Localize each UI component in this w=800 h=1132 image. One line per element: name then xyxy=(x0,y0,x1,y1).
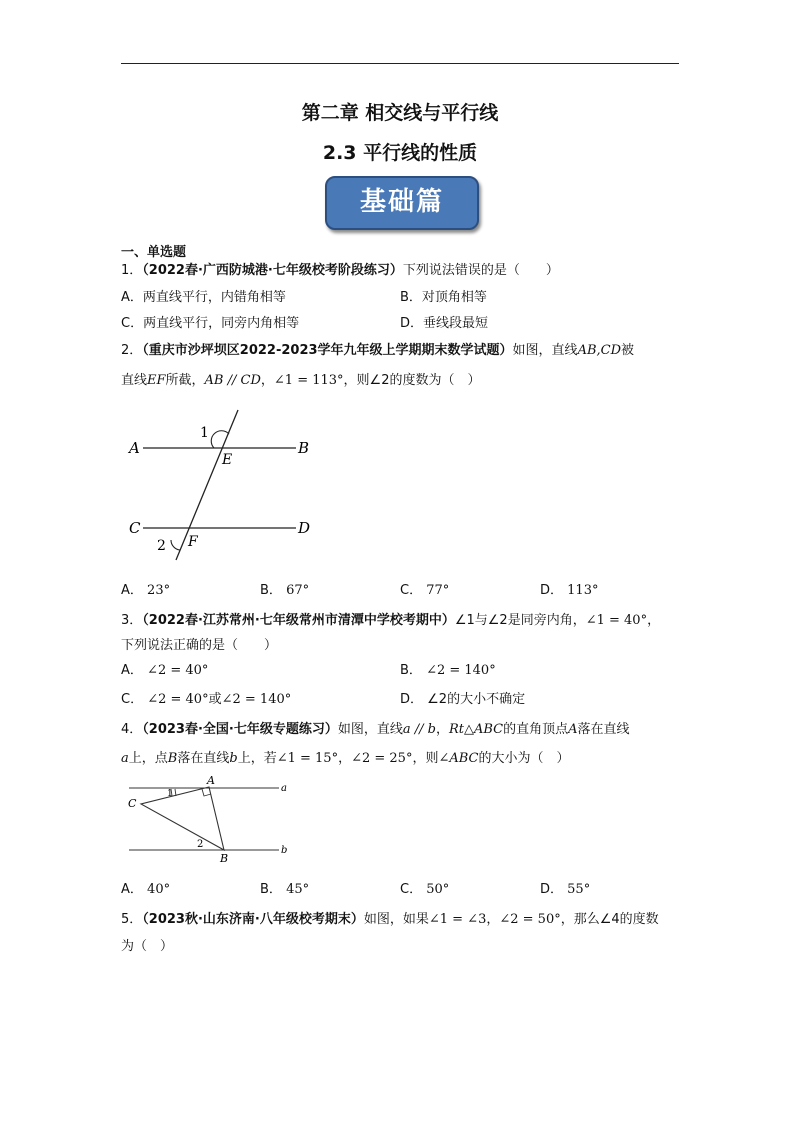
q1-option-c[interactable]: C．两直线平行，同旁内角相等 xyxy=(121,316,300,331)
angle-2-arc xyxy=(171,540,180,550)
question-text: ，那么∠4的度数 xyxy=(560,912,659,927)
question-text: ， xyxy=(260,373,274,388)
question-source: （2022春·广西防城港·七年级校考阶段练习） xyxy=(142,263,403,278)
option-letter: B． xyxy=(260,583,282,598)
question-5-stem xyxy=(121,908,681,927)
label-angle-1: 1 xyxy=(167,789,173,799)
section-heading: 一、单选题 xyxy=(121,245,187,260)
question-text: ，则∠2的度数为（ ） xyxy=(343,373,481,388)
option-value: 55° xyxy=(567,882,591,897)
option-value: 或 xyxy=(208,692,222,707)
question-number: 3． xyxy=(121,613,143,628)
label-c: C xyxy=(129,519,141,537)
math-expr: Rt△ABC xyxy=(448,722,504,737)
option-value: 67° xyxy=(286,583,310,598)
question-text: ， xyxy=(647,613,661,628)
option-value: 77° xyxy=(426,583,450,598)
figure-parallel-lines-transversal xyxy=(121,400,331,565)
math-expr: a xyxy=(121,751,129,766)
question-text: 被 xyxy=(621,343,635,358)
question-4-stem xyxy=(121,718,681,737)
option-letter: D． xyxy=(540,583,564,598)
question-number: 4． xyxy=(121,722,143,737)
label-angle-2: 2 xyxy=(197,839,204,850)
label-line-a: a xyxy=(281,783,287,794)
label-b: B xyxy=(298,439,310,457)
question-1-stem xyxy=(121,259,681,278)
math-expr: ∠1 = 15° xyxy=(276,751,339,766)
q4-option-c[interactable] xyxy=(400,878,449,897)
question-source: （2022春·江苏常州·七年级常州市清潭中学校考期中） xyxy=(142,613,455,628)
math-expr: AB // CD xyxy=(204,373,261,388)
chapter-title: 第二章 相交线与平行线 xyxy=(301,102,499,124)
option-value: ∠2的大小不确定 xyxy=(427,692,526,707)
question-text: 如图，如果 xyxy=(363,912,429,927)
question-5-stem-line2: 为（ ） xyxy=(121,939,174,954)
q2-option-a[interactable] xyxy=(121,579,170,598)
q2-option-c[interactable] xyxy=(400,579,449,598)
label-a: A xyxy=(129,439,140,457)
option-letter: D． xyxy=(540,882,564,897)
option-value: 50° xyxy=(426,882,450,897)
option-letter: C． xyxy=(121,692,144,707)
question-text: 上，点 xyxy=(128,751,168,766)
question-text: ， xyxy=(486,912,500,927)
math-expr: AB,CD xyxy=(577,343,622,358)
question-source: （2023春·全国·七年级专题练习） xyxy=(142,722,338,737)
triangle-abc xyxy=(141,787,224,850)
math-expr: A xyxy=(568,722,578,737)
option-value: ∠2 = 140° xyxy=(221,692,292,707)
option-value: ∠2 = 40° xyxy=(147,663,209,678)
math-expr: B xyxy=(167,751,178,766)
q3-option-c[interactable] xyxy=(121,688,291,707)
figure-right-triangle xyxy=(121,774,296,864)
math-expr: b xyxy=(229,751,238,766)
option-letter: B． xyxy=(260,882,282,897)
question-text: 下列说法错误的是（ ） xyxy=(402,263,559,278)
math-expr: ∠2 = 25° xyxy=(351,751,413,766)
question-3-stem-line2: 下列说法正确的是（ ） xyxy=(121,638,278,653)
question-text: ∠1与∠2是同旁内角， xyxy=(454,613,586,628)
option-value: ∠2 = 40° xyxy=(147,692,209,707)
q3-option-d[interactable] xyxy=(400,688,525,707)
question-text: 的直角顶点 xyxy=(503,722,569,737)
label-b-point: B xyxy=(220,852,229,864)
option-letter: C． xyxy=(400,583,423,598)
question-source: （重庆市沙坪坝区2022-2023学年九年级上学期期末数学试题） xyxy=(142,343,513,358)
q3-option-a[interactable] xyxy=(121,659,208,678)
option-letter: C． xyxy=(400,882,423,897)
question-text: 如图，直线 xyxy=(512,343,578,358)
level-badge: 基础篇 xyxy=(325,176,479,230)
option-value: 113° xyxy=(567,583,599,598)
label-f: F xyxy=(188,534,198,550)
math-expr: ∠2 = 50° xyxy=(499,912,561,927)
option-letter: D． xyxy=(400,692,424,707)
q4-option-a[interactable] xyxy=(121,878,170,897)
label-c-point: C xyxy=(128,797,137,810)
question-text: 落在直线 xyxy=(577,722,630,737)
question-text: 落在直线 xyxy=(177,751,230,766)
math-expr: ∠1 = 113° xyxy=(273,373,344,388)
question-text: 如图，直线 xyxy=(337,722,403,737)
label-e: E xyxy=(222,452,233,468)
option-letter: B． xyxy=(400,663,422,678)
question-text: 的大小为（ ） xyxy=(478,751,570,766)
question-text: ，则 xyxy=(412,751,439,766)
question-4-stem-line2 xyxy=(121,747,681,766)
question-number: 1． xyxy=(121,263,143,278)
question-number: 2． xyxy=(121,343,143,358)
math-expr: ∠1 = 40° xyxy=(585,613,648,628)
q4-option-d[interactable] xyxy=(540,878,590,897)
question-source: （2023秋·山东济南·八年级校考期末） xyxy=(142,912,364,927)
q2-option-d[interactable] xyxy=(540,579,598,598)
question-text: 上，若 xyxy=(237,751,277,766)
option-value: 23° xyxy=(147,583,171,598)
question-text: 所截， xyxy=(165,373,205,388)
q2-option-b[interactable] xyxy=(260,579,309,598)
top-rule xyxy=(121,63,679,64)
option-letter: A． xyxy=(121,583,143,598)
question-text: ， xyxy=(435,722,449,737)
option-value: 40° xyxy=(147,882,171,897)
question-2-stem-line2 xyxy=(121,369,681,388)
section-title: 2.3 平行线的性质 xyxy=(322,142,478,164)
option-value: 45° xyxy=(286,882,310,897)
option-letter: A． xyxy=(121,882,143,897)
option-value: ∠2 = 140° xyxy=(426,663,496,678)
label-angle-1: 1 xyxy=(200,425,209,441)
math-expr: ∠ABC xyxy=(438,751,479,766)
question-2-stem xyxy=(121,339,681,358)
math-expr: EF xyxy=(147,373,166,388)
option-letter: A． xyxy=(121,663,143,678)
question-number: 5． xyxy=(121,912,143,927)
label-d: D xyxy=(298,519,311,537)
q1-option-d[interactable]: D．垂线段最短 xyxy=(400,316,489,331)
math-expr: a // b xyxy=(402,722,436,737)
q1-option-b[interactable]: B．对顶角相等 xyxy=(400,290,487,305)
q3-option-b[interactable] xyxy=(400,659,496,678)
label-angle-2: 2 xyxy=(157,538,166,554)
question-text: 直线 xyxy=(121,373,148,388)
question-3-stem xyxy=(121,609,681,628)
q4-option-b[interactable] xyxy=(260,878,309,897)
math-expr: ∠1 = ∠3 xyxy=(428,912,487,927)
label-a-point: A xyxy=(207,774,215,787)
q1-option-a[interactable]: A．两直线平行，内错角相等 xyxy=(121,290,286,305)
label-line-b: b xyxy=(281,845,288,856)
question-text: ， xyxy=(338,751,352,766)
